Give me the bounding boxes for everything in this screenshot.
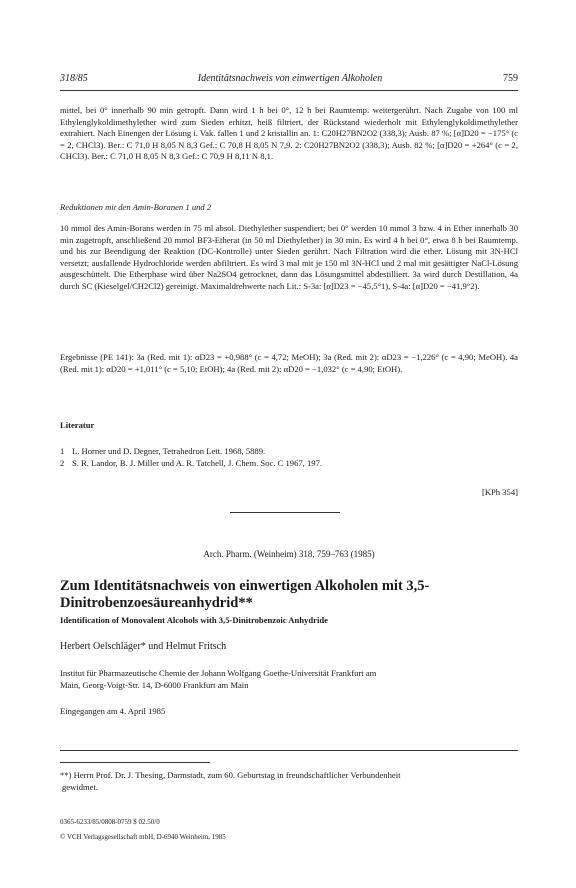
journal-citation: Arch. Pharm. (Weinheim) 318, 759–763 (1985) <box>203 549 375 559</box>
running-header <box>60 73 518 87</box>
issn-line: 0365-6233/85/0808-0759 $ 02.50/0 <box>60 818 160 826</box>
english-title: Identification of Monovalent Alcohols with 3,5-Dinitrobenzoic Anhydride <box>60 615 328 625</box>
affiliation: Institut für Pharmazeutische Chemie der Johann Wolfgang Goethe-Universität Frankfurt am Main, Georg-Voigt-Str. 14, D-6000 Frankfurt am Main <box>60 668 377 690</box>
reduction-paragraph: 10 mmol des Amin-Borans werden in 75 ml absol. Diethylether suspendiert; bei 0° werden 10 mmol 3 bzw. 4 in Ether innerhalb 30 min zugetropft, anschließend 20 mmol BF3-Etherat (in 50 ml Diethylether) in 30 min. Es wird 4 h bei 0°, etwa 8 h bei Raumtemp. und bis zur Beendigung der Reaktion (DC-Kontrolle) unter Sieden gerührt. Nach Filtration wird die ether. Lösung mit 3N-HCl versetzt; ausfallende Hydrochloride werden abfiltriert. Es wird 3 mal mit je 150 ml 3N-HCl und 2 mal mit gesättigter NaCl-Lösung ausgeschüttelt. Die Etherphase wird über Na2SO4 getrocknet, dann das Lösungsmittel abdestilliert. 3a wird durch Destillation, 4a durch SC (Kieselgel/CH2Cl2) gereinigt. Maximaldrehwerte nach Lit.: S-3a: [α]D23 = −45,5°1), S-4a: [α]D20 = −41,9°2). <box>60 223 518 291</box>
intro-paragraph: mittel, bei 0° innerhalb 90 min getropft. Dann wird 1 h bei 0°, 12 h bei Raumtemp. weitergerührt. Nach Zugabe von 100 ml Ethylenglykoldimethylether wird zum Sieden erhitzt, heiß filtriert, der Rückstand wiederholt mit Ethylenglykoldimethylether extrahiert. Nach Einengen der Lösung i. Vak. fallen 1 und 2 kristallin an. 1: C20H27BN2O2 (338,3); Ausb. 87 %; [α]D20 = −175° (c = 2, CHCl3). Ber.: C 71,0 H 8,05 N 8,3 Gef.: C 70,8 H 8,05 N 7,9. 2: C20H27BN2O2 (338,3); Ausb. 82 %; [α]D20 = +264° (c = 2, CHCl3). Ber.: C 71,0 H 8,05 N 8,3 Gef.: C 70,9 H 8,11 N 8,1. <box>60 105 518 162</box>
separator-rule <box>230 512 340 513</box>
body-rule <box>60 750 518 751</box>
header-volume: 318/85 <box>60 73 88 84</box>
reference-text: L. Horner und D. Degner, Tetrahedron Lett. 1968, 5889. <box>72 446 266 456</box>
dedication-footnote: **) Herrn Prof. Dr. J. Thesing, Darmstadt, zum 60. Geburtstag in freundschaftlicher Verbundenheit gewidmet. <box>60 770 401 792</box>
header-rule <box>60 90 518 91</box>
reference-text: S. R. Landor, B. J. Miller und A. R. Tatchell, J. Chem. Soc. C 1967, 197. <box>72 458 323 468</box>
page-number: 759 <box>503 73 518 84</box>
literatur-heading: Literatur <box>60 420 95 430</box>
results-paragraph: Ergebnisse (PE 141): 3a (Red. mit 1): αD23 = +0,988° (c = 4,72; MeOH); 3a (Red. mit 2): αD23 = −1,226° (c = 4,90; MeOH). 4a (Red. mit 1): αD20 = +1,011° (c = 5,10; EtOH); 4a (Red. mit 2): αD20 = −1,032° (c = 4,90; EtOH). <box>60 352 518 374</box>
header-title: Identitätsnachweis von einwertigen Alkoholen <box>197 73 383 84</box>
footnote-rule <box>60 762 210 763</box>
authors: Herbert Oelschläger* und Helmut Fritsch <box>60 641 227 652</box>
reference-number: 1 <box>60 446 65 456</box>
reference-number: 2 <box>60 458 65 468</box>
section-heading: Reduktionen mit den Amin-Boranen 1 und 2 <box>60 202 212 212</box>
article-title: Zum Identitätsnachweis von einwertigen Alkoholen mit 3,5- Dinitrobenzoesäureanhydrid** <box>60 578 430 611</box>
received-date: Eingegangen am 4. April 1985 <box>60 706 166 716</box>
copyright-line: © VCH Verlagsgesellschaft mbH, D-6940 Weinheim, 1985 <box>60 833 226 841</box>
manuscript-code: [KPh 354] <box>481 487 518 497</box>
